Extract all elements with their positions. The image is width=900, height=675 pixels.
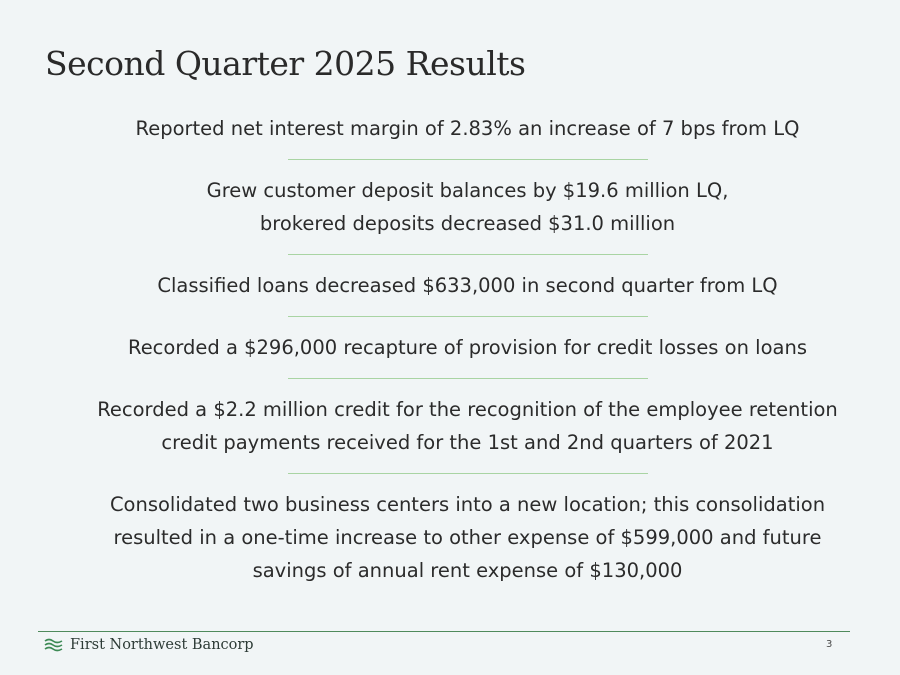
- separator-line: [288, 159, 648, 160]
- page-number: 3: [826, 639, 833, 650]
- result-item: [60, 488, 875, 587]
- result-item: [60, 269, 875, 302]
- result-item: [60, 331, 875, 364]
- wave-logo-icon: [44, 638, 64, 652]
- result-line: Recorded a $2.2 million credit for the recognition of the employee retention: [97, 398, 838, 421]
- company-logo: [44, 637, 254, 653]
- result-item: [60, 174, 875, 240]
- footer-divider: [38, 631, 850, 632]
- result-line: credit payments received for the 1st and 2nd quarters of 2021: [161, 431, 774, 454]
- separator-line: [288, 254, 648, 255]
- result-item: [60, 112, 875, 145]
- result-line: resulted in a one-time increase to other expense of $599,000 and future: [113, 526, 822, 549]
- result-line: Grew customer deposit balances by $19.6 million LQ,: [206, 179, 729, 202]
- slide-title: Second Quarter 2025 Results: [45, 44, 526, 83]
- separator-line: [288, 378, 648, 379]
- result-line: Consolidated two business centers into a new location; this consolidation: [109, 493, 826, 516]
- separator-line: [288, 473, 648, 474]
- company-name: First Northwest Bancorp: [70, 637, 254, 653]
- separator-line: [288, 316, 648, 317]
- result-line: brokered deposits decreased $31.0 million: [259, 212, 676, 235]
- results-list: [60, 112, 875, 587]
- result-item: [60, 393, 875, 459]
- result-line: savings of annual rent expense of $130,000: [252, 559, 683, 582]
- result-line: Classified loans decreased $633,000 in second quarter from LQ: [157, 274, 778, 297]
- result-line: Recorded a $296,000 recapture of provision for credit losses on loans: [128, 336, 807, 359]
- result-line: Reported net interest margin of 2.83% an increase of 7 bps from LQ: [135, 117, 800, 140]
